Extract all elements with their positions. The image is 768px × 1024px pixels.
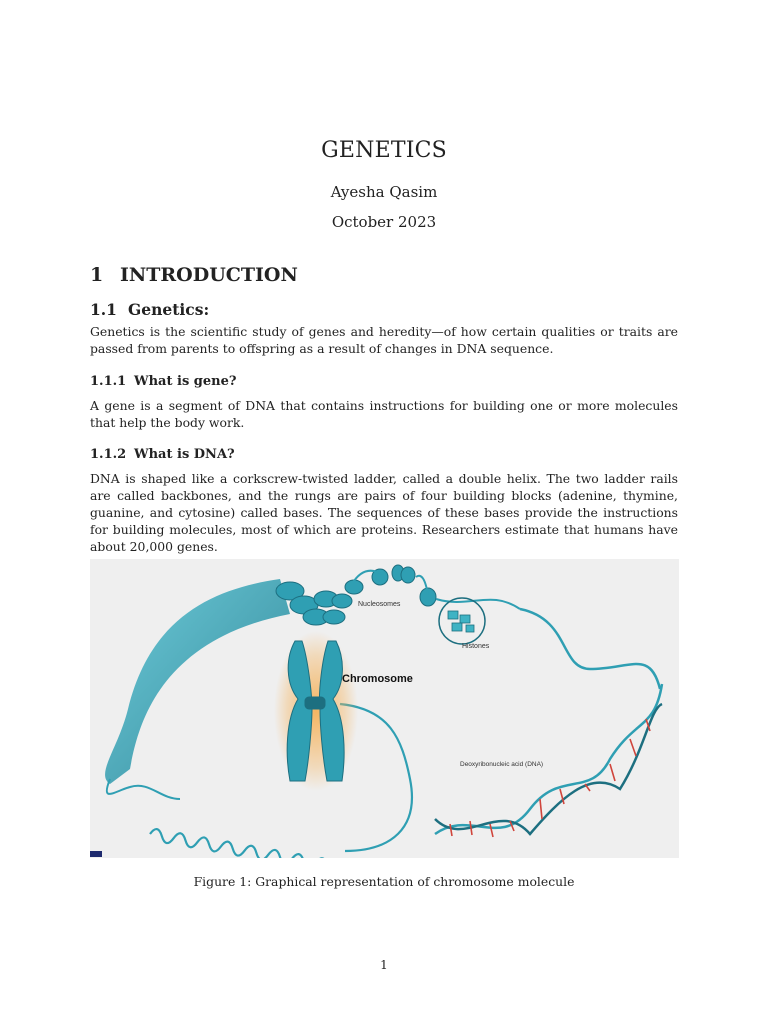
nucleosome-cluster <box>276 565 436 625</box>
chromosome-illustration <box>90 559 679 858</box>
paper-date: October 2023 <box>331 213 437 231</box>
subsubsection-title: What is gene? <box>134 374 237 389</box>
subsubsection-number: 1.1.2 <box>90 447 127 462</box>
chromosome-label: Chromosome <box>342 673 413 685</box>
subsubsection-heading-dna <box>90 447 235 462</box>
section-heading <box>90 264 298 286</box>
gene-paragraph: A gene is a segment of DNA that contains instructions for building one or more molecules that help the body work. <box>90 398 678 430</box>
paper-author: Ayesha Qasim <box>330 183 438 201</box>
histone-blocks <box>448 611 474 632</box>
corner-marker <box>90 851 102 857</box>
subsubsection-number: 1.1.1 <box>90 374 127 389</box>
subsection-number: 1.1 <box>90 300 117 319</box>
page-number: 1 <box>380 958 388 972</box>
subsubsection-heading-gene <box>90 374 237 389</box>
nucleosomes-label: Nucleosomes <box>358 601 401 608</box>
dna-paragraph: DNA is shaped like a corkscrew-twisted ladder, called a double helix. The two ladder rails are called backbones, and the rungs are pairs of four building blocks (adenine, thymine, guanine, and cytosine) called bases. The sequences of these bases provide the instructions for building molecules, most of which are proteins. Researchers estimate that humans have about 20,000 genes. <box>90 471 678 554</box>
chromosome-glow <box>274 631 358 791</box>
section-number: 1 <box>90 264 104 286</box>
subsection-heading <box>90 300 209 319</box>
chromosome-figure <box>90 559 679 858</box>
chromatin-fiber-strand <box>107 779 180 799</box>
histones-label: Histones <box>462 643 490 650</box>
figure-caption: Figure 1: Graphical representation of chromosome molecule <box>193 874 575 889</box>
genetics-paragraph: Genetics is the scientific study of genes and heredity—of how certain qualities or traits are passed from parents to offspring as a result of changes in DNA sequence. <box>90 324 678 356</box>
subsection-title: Genetics: <box>128 300 210 319</box>
subsubsection-title: What is DNA? <box>134 447 235 462</box>
dna-label: Deoxyribonucleic acid (DNA) <box>460 761 544 768</box>
chromatin-fiber <box>105 579 290 784</box>
section-title: INTRODUCTION <box>120 264 298 286</box>
dna-strand-right <box>520 609 660 689</box>
coiled-dna <box>149 828 352 858</box>
paper-title: GENETICS <box>321 138 447 163</box>
